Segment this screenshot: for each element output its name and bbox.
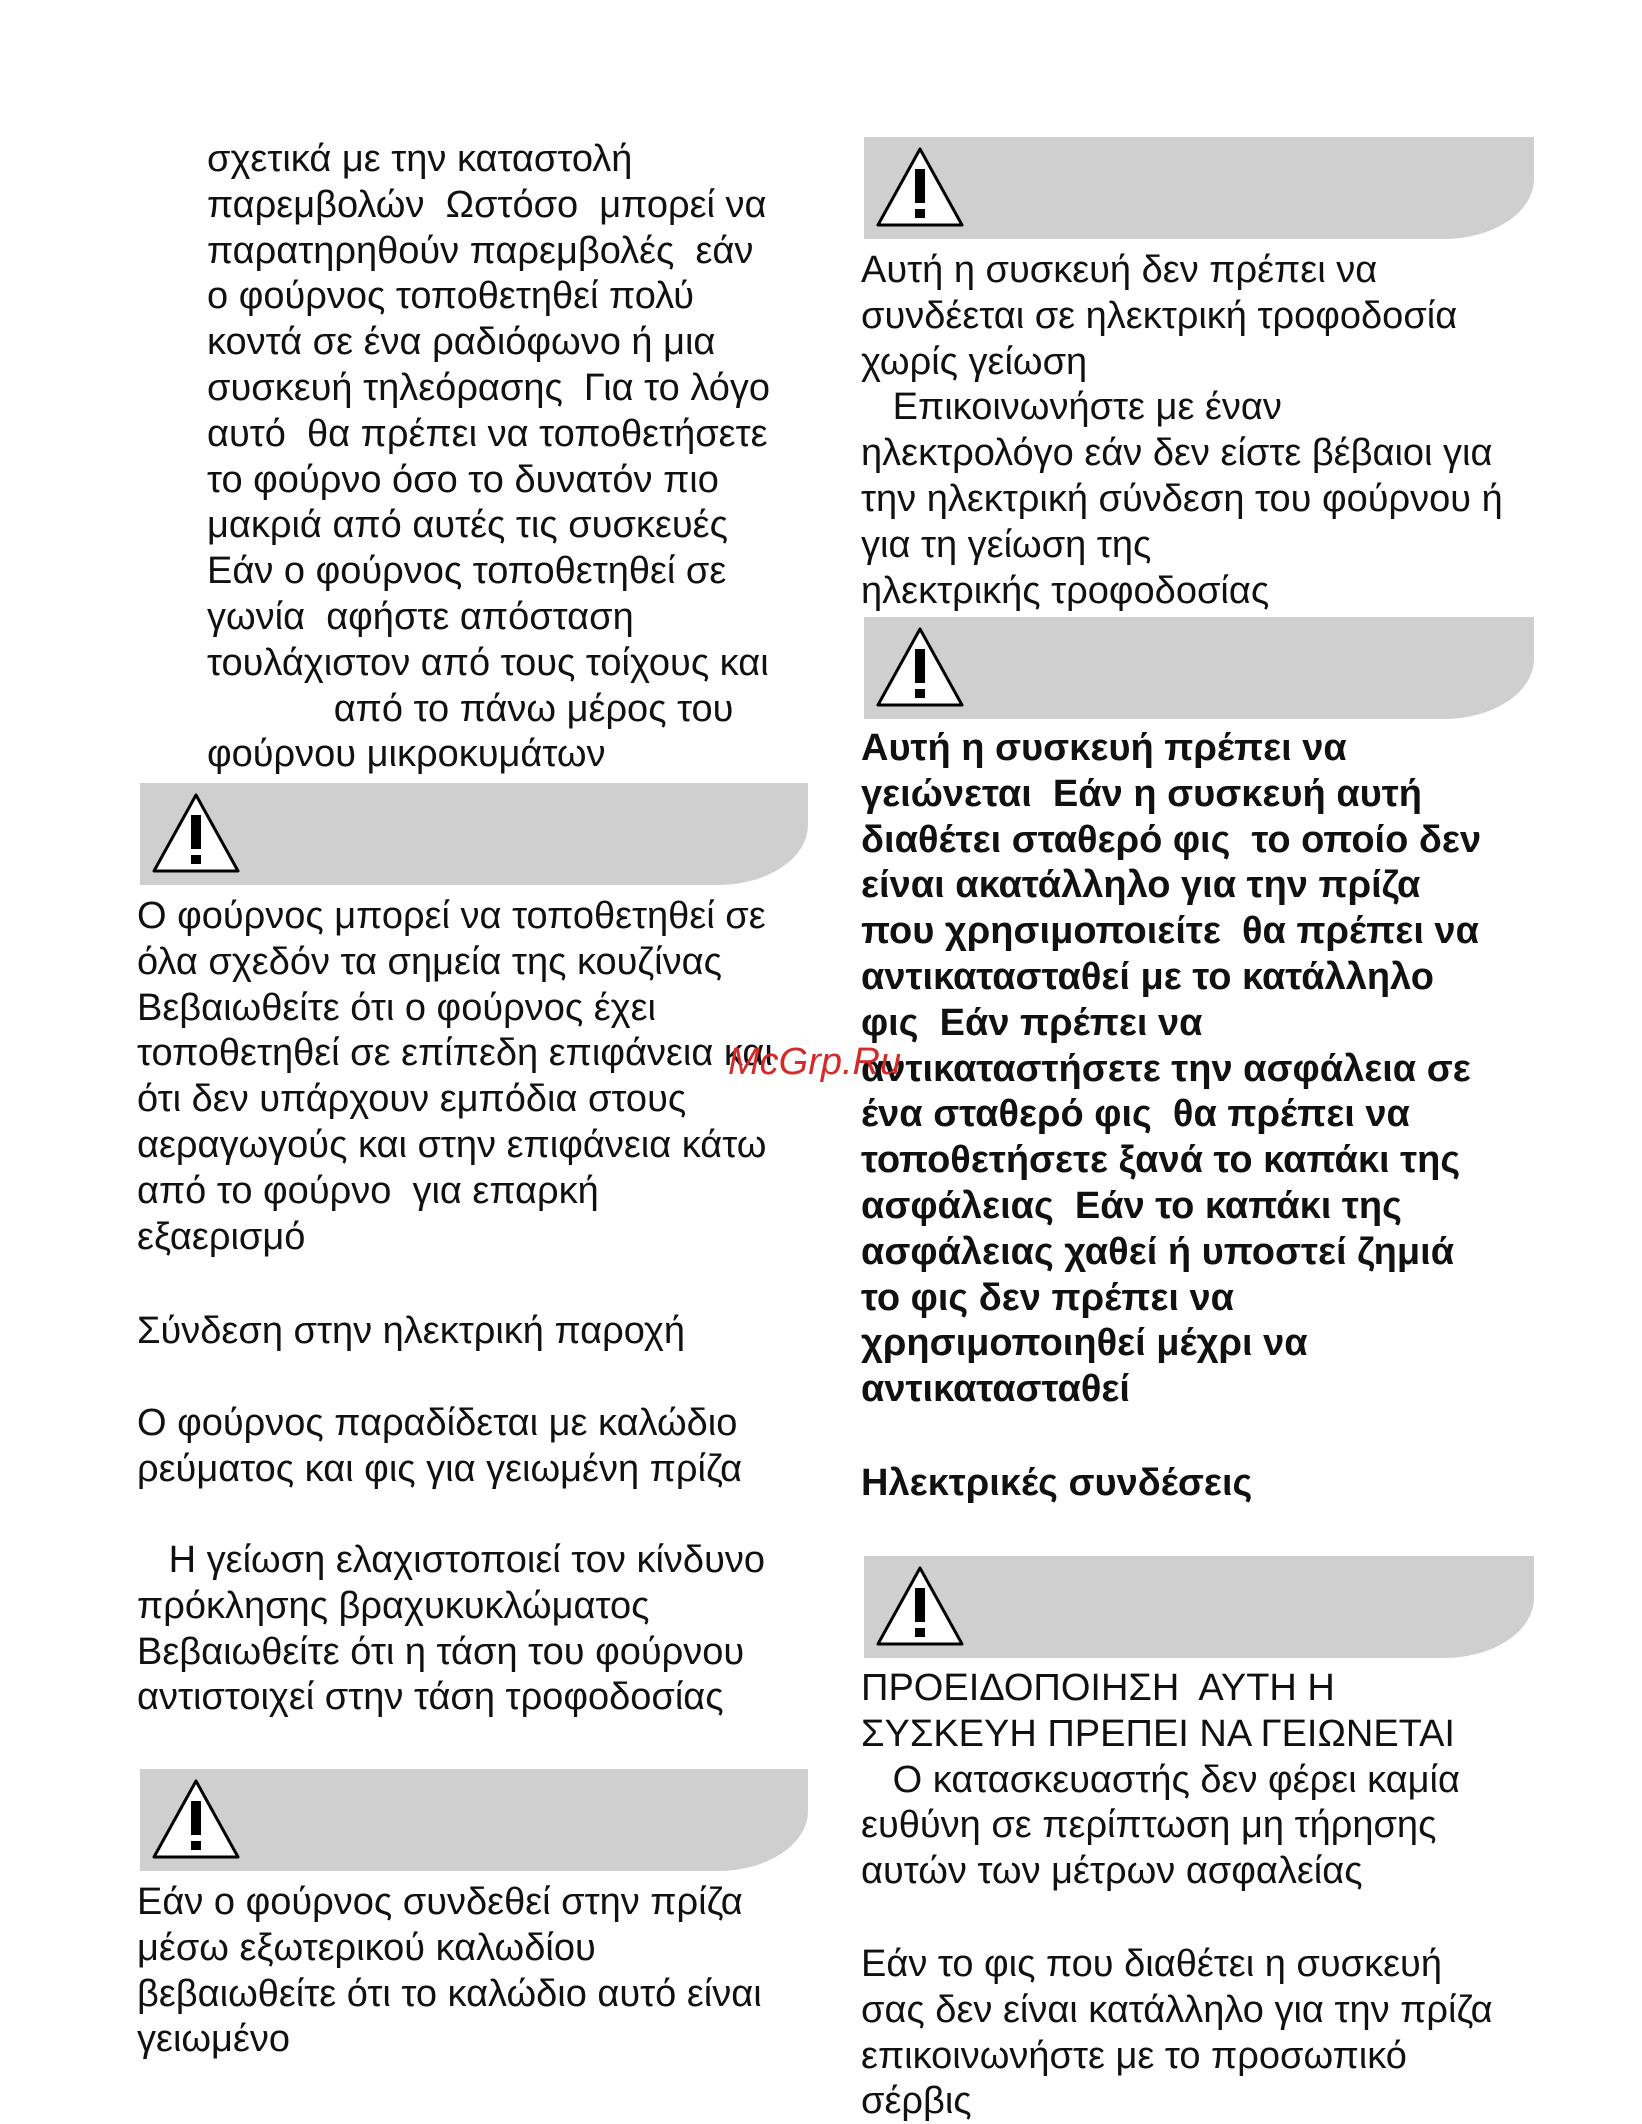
plug-service-line: επικοινωνήστε με το προσωπικό (861, 2034, 1407, 2077)
extension-line: Εάν ο φούρνος συνδεθεί στην πρίζα (137, 1881, 743, 1923)
cable-line: Ο φούρνος παραδίδεται με καλώδιο (137, 1402, 738, 1444)
warning-triangle-icon (874, 625, 966, 711)
intro-line: μακριά από αυτές τις συσκευές (207, 504, 728, 547)
no-ground-line: Αυτή η συσκευή δεν πρέπει να (861, 249, 1378, 291)
intro-line: φούρνου μικροκυμάτων (207, 733, 606, 776)
extension-line: γειωμένο (137, 2018, 291, 2061)
no-ground-line: χωρίς γείωση (861, 340, 1088, 383)
placement-line: Ο φούρνος μπορεί να τοποθετηθεί σε (137, 895, 766, 937)
grounding-line: Η γείωση ελαχιστοποιεί τον κίνδυνο (137, 1539, 765, 1581)
fixed-plug-line: χρησιμοποιηθεί μέχρι να (861, 1322, 1308, 1365)
fixed-plug-line: διαθέτει σταθερό φις το οποίο δεν (861, 818, 1482, 861)
fixed-plug-line: αντικατασταθεί (861, 1368, 1130, 1411)
placement-line: εξαερισμό (137, 1215, 306, 1258)
plug-service-line: Εάν το φις που διαθέτει η συσκευή (861, 1943, 1442, 1985)
intro-line: παρεμβολών Ωστόσο μπορεί να (207, 183, 767, 226)
intro-line: από το πάνω μέρος του (207, 687, 734, 730)
watermark: McGrp.Ru (728, 1041, 902, 1083)
intro-line: σχετικά με την καταστολή (207, 138, 633, 180)
intro-line: Εάν ο φούρνος τοποθετηθεί σε (207, 550, 727, 593)
placement-line: αεραγωγούς και στην επιφάνεια κάτω (137, 1124, 767, 1166)
section-heading: Σύνδεση στην ηλεκτρική παροχή (137, 1310, 685, 1352)
warning-triangle-icon (150, 1777, 242, 1863)
no-ground-line: ηλεκτρολόγο εάν δεν είστε βέβαιοι για (861, 432, 1493, 475)
fixed-plug-line: ένα σταθερό φις θα πρέπει να (861, 1093, 1410, 1136)
fixed-plug-line: ασφάλειας χαθεί ή υποστεί ζημιά (861, 1230, 1455, 1273)
warning-line: ευθύνη σε περίπτωση μη τήρησης (861, 1804, 1437, 1847)
intro-line: συσκευή τηλεόρασης Για το λόγο (207, 367, 771, 409)
warning-line: Ο κατασκευαστής δεν φέρει καμία (861, 1758, 1460, 1801)
section-heading: Ηλεκτρικές συνδέσεις (861, 1462, 1253, 1504)
extension-line: μέσω εξωτερικού καλωδίου (137, 1926, 596, 1969)
fixed-plug-line: το φις δεν πρέπει να (861, 1276, 1234, 1319)
placement-line: από το φούρνο για επαρκή (137, 1169, 599, 1212)
fixed-plug-line: αντικατασταθεί με το κατάλληλο (861, 956, 1434, 998)
no-ground-line: Επικοινωνήστε με έναν (861, 386, 1282, 429)
plug-service-line: σέρβις (861, 2080, 972, 2123)
fixed-plug-line: φις Εάν πρέπει να (861, 1001, 1203, 1044)
fixed-plug-line: που χρησιμοποιείτε θα πρέπει να (861, 910, 1479, 953)
placement-line: Βεβαιωθείτε ότι ο φούρνος έχει (137, 986, 656, 1029)
plug-service-line: σας δεν είναι κατάλληλο για την πρίζα (861, 1988, 1493, 2031)
warning-triangle-icon (874, 1564, 966, 1650)
intro-line: το φούρνο όσο το δυνατόν πιο (207, 458, 719, 501)
no-ground-line: συνδέεται σε ηλεκτρική τροφοδοσία (861, 294, 1458, 337)
intro-line: κοντά σε ένα ραδιόφωνο ή μια (207, 321, 716, 364)
no-ground-line: για τη γείωση της (861, 523, 1152, 566)
warning-line: ΠΡΟΕΙΔΟΠΟΙΗΣΗ ΑΥΤΗ Η (861, 1667, 1335, 1709)
placement-line: όλα σχεδόν τα σημεία της κουζίνας (137, 940, 722, 983)
intro-line: αυτό θα πρέπει να τοποθετήσετε (207, 412, 768, 455)
fixed-plug-line: Αυτή η συσκευή πρέπει να (861, 727, 1347, 769)
grounding-line: πρόκλησης βραχυκυκλώματος (137, 1584, 650, 1627)
intro-line: γωνία αφήστε απόσταση (207, 596, 634, 638)
fixed-plug-line: γειώνεται Εάν η συσκευή αυτή (861, 772, 1422, 815)
no-ground-line: ηλεκτρικής τροφοδοσίας (861, 569, 1270, 612)
fixed-plug-line: είναι ακατάλληλο για την πρίζα (861, 864, 1421, 907)
warning-line: ΣΥΣΚΕΥΗ ΠΡΕΠΕΙ ΝΑ ΓΕΙΩΝΕΤΑΙ (861, 1712, 1455, 1755)
warning-triangle-icon (150, 791, 242, 877)
warning-triangle-icon (874, 145, 966, 231)
placement-line: τοποθετηθεί σε επίπεδη επιφάνεια και (137, 1032, 773, 1075)
extension-line: βεβαιωθείτε ότι το καλώδιο αυτό είναι (137, 1972, 762, 2015)
fixed-plug-line: τοποθετήσετε ξανά το καπάκι της (861, 1139, 1461, 1182)
warning-line: αυτών των μέτρων ασφαλείας (861, 1850, 1363, 1893)
intro-line: ο φούρνος τοποθετηθεί πολύ (207, 275, 695, 318)
cable-line: ρεύματος και φις για γειωμένη πρίζα (137, 1447, 743, 1490)
fixed-plug-line: αντικαταστήσετε την ασφάλεια σε (861, 1047, 1471, 1090)
no-ground-line: την ηλεκτρική σύνδεση του φούρνου ή (861, 478, 1503, 520)
placement-line: ότι δεν υπάρχουν εμπόδια στους (137, 1078, 687, 1121)
grounding-line: Βεβαιωθείτε ότι η τάση του φούρνου (137, 1630, 745, 1673)
fixed-plug-line: ασφάλειας Εάν το καπάκι της (861, 1185, 1402, 1227)
intro-line: παρατηρηθούν παρεμβολές εάν (207, 229, 754, 272)
grounding-line: αντιστοιχεί στην τάση τροφοδοσίας (137, 1676, 724, 1719)
intro-line: τουλάχιστον από τους τοίχους και (207, 641, 769, 684)
